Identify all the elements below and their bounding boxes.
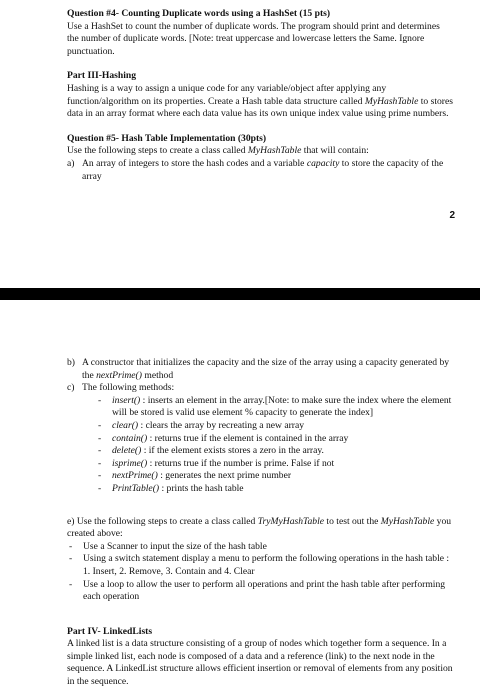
method-text <box>112 470 291 483</box>
bullet-dash: - <box>69 553 73 565</box>
method-name: insert() <box>112 394 141 406</box>
step-item <box>69 553 453 578</box>
question-5-intro-text-a: Use the following steps to create a class called <box>67 145 248 157</box>
bullet-dash: - <box>98 482 102 494</box>
item-c <box>67 382 453 395</box>
item-b-label: b) <box>67 357 75 368</box>
method-description: : returns true if the number is prime. False if not <box>147 457 335 469</box>
method-description: : inserts an element in the array.[Note: to make sure the index where the element will be stored is valid use element % capacity to generate the index] <box>112 394 452 419</box>
method-description: : prints the hash table <box>159 482 244 494</box>
method-text <box>112 483 244 496</box>
method-name: delete() <box>112 445 142 457</box>
method-item <box>98 445 453 458</box>
method-name: nextPrime() <box>112 470 158 482</box>
part-3-body-text-a: Hashing is a way to assign a unique code for any variable/object after applying any function/algorithm on its properties. Create a Hash table data structure called <box>67 82 387 107</box>
page-separator <box>0 288 480 300</box>
method-name: contain() <box>112 432 148 444</box>
method-name: PrintTable() <box>112 482 160 494</box>
bullet-dash: - <box>98 394 102 406</box>
step-text: Use a loop to allow the user to perform all operations and print the hash table after performing each operation <box>83 578 446 603</box>
method-list <box>67 395 453 496</box>
method-description: : clears the array by recreating a new array <box>138 419 305 431</box>
method-item <box>98 433 453 446</box>
item-a-text <box>82 158 453 183</box>
method-description: : if the element exists stores a zero in the array. <box>141 445 324 457</box>
bullet-dash: - <box>98 432 102 444</box>
step-text: Using a switch statement display a menu to perform the following operations in the hash table : 1. Insert, 2. Remove, 3. Contain and 4. Clear <box>83 553 450 577</box>
item-e-text <box>67 516 453 541</box>
method-text <box>112 420 304 433</box>
item-e-text-a: e) Use the following steps to create a class called <box>67 515 258 527</box>
part-3-body-text-b: to stores data in an array format where each data value has its own unique index value using prime numbers. <box>67 95 453 120</box>
method-description: : returns true if the element is contained in the array <box>147 432 349 444</box>
item-a-text-b: to store the capacity of the array <box>82 157 444 182</box>
bullet-dash: - <box>69 540 73 552</box>
question-5-class-name: MyHashTable <box>247 145 302 157</box>
item-e-text-b: to test out the <box>324 515 381 527</box>
part-3-title: Part III-Hashing <box>67 70 137 82</box>
item-c-label: c) <box>67 382 75 394</box>
method-item <box>98 483 453 496</box>
document-page-1 <box>0 0 480 288</box>
step-text: Use a Scanner to input the size of the hash table <box>83 540 267 552</box>
part-3-class-name: MyHashTable <box>364 95 419 107</box>
method-text <box>112 445 324 458</box>
part-4-title: Part IV- LinkedLists <box>67 625 153 637</box>
page-1-content <box>67 8 453 183</box>
step-item <box>69 541 453 554</box>
question-4-title: Question #4- Counting Duplicate words using a HashSet (15 pts) <box>67 8 331 19</box>
item-a-text-a: An array of integers to store the hash codes and a variable <box>82 157 307 169</box>
bullet-dash: - <box>98 457 102 469</box>
page-2-content <box>67 357 453 689</box>
step-item <box>69 579 453 604</box>
page-number: 2 <box>449 210 455 221</box>
bullet-dash: - <box>69 578 73 590</box>
question-5-intro <box>67 145 453 158</box>
bullet-dash: - <box>98 470 102 482</box>
question-4-body: Use a HashSet to count the number of duplicate words. The program should print and determines the number of duplicate words. [Note: treat uppercase and lowercase letters the Same. Ignore punctuation. <box>67 20 440 57</box>
part-4-body: A linked list is a data structure consisting of a group of nodes which together form a sequence. In a simple linked list, each node is composed of a data and a reference (link) to the next node in the sequence. A LinkedList structure allows efficient insertion or removal of elements from any position in the sequence. <box>67 638 453 688</box>
question-5-title: Question #5- Hash Table Implementation (30pts) <box>67 132 267 144</box>
method-text <box>112 433 348 446</box>
method-item <box>98 395 453 420</box>
item-b-text-b: method <box>141 369 174 381</box>
part-3-body <box>67 83 453 121</box>
method-description: : generates the next prime number <box>157 470 292 482</box>
step-list <box>67 541 453 604</box>
item-a-label: a) <box>67 157 75 169</box>
method-name: clear() <box>112 419 139 431</box>
question-5-intro-text-b: that will contain: <box>301 145 369 157</box>
item-a-variable: capacity <box>306 157 340 169</box>
item-e-text-c: you created above: <box>67 515 452 540</box>
item-e-tested-class: MyHashTable <box>380 515 435 527</box>
method-text <box>112 458 334 471</box>
method-name: isprime() <box>112 457 148 469</box>
document-page-2 <box>0 300 480 700</box>
item-a <box>67 158 453 183</box>
bullet-dash: - <box>98 419 102 431</box>
item-e-class-name: TryMyHashTable <box>257 515 325 527</box>
method-item <box>98 420 453 433</box>
bullet-dash: - <box>98 445 102 457</box>
item-b-text <box>82 357 453 382</box>
item-b-method: nextPrime() <box>96 369 142 381</box>
item-b-text-a: A constructor that initializes the capacity and the size of the array using a capacity generated by the <box>82 357 450 381</box>
method-text <box>112 395 453 420</box>
method-item <box>98 470 453 483</box>
method-item <box>98 458 453 471</box>
item-b <box>67 357 453 382</box>
item-c-text: The following methods: <box>82 382 175 394</box>
